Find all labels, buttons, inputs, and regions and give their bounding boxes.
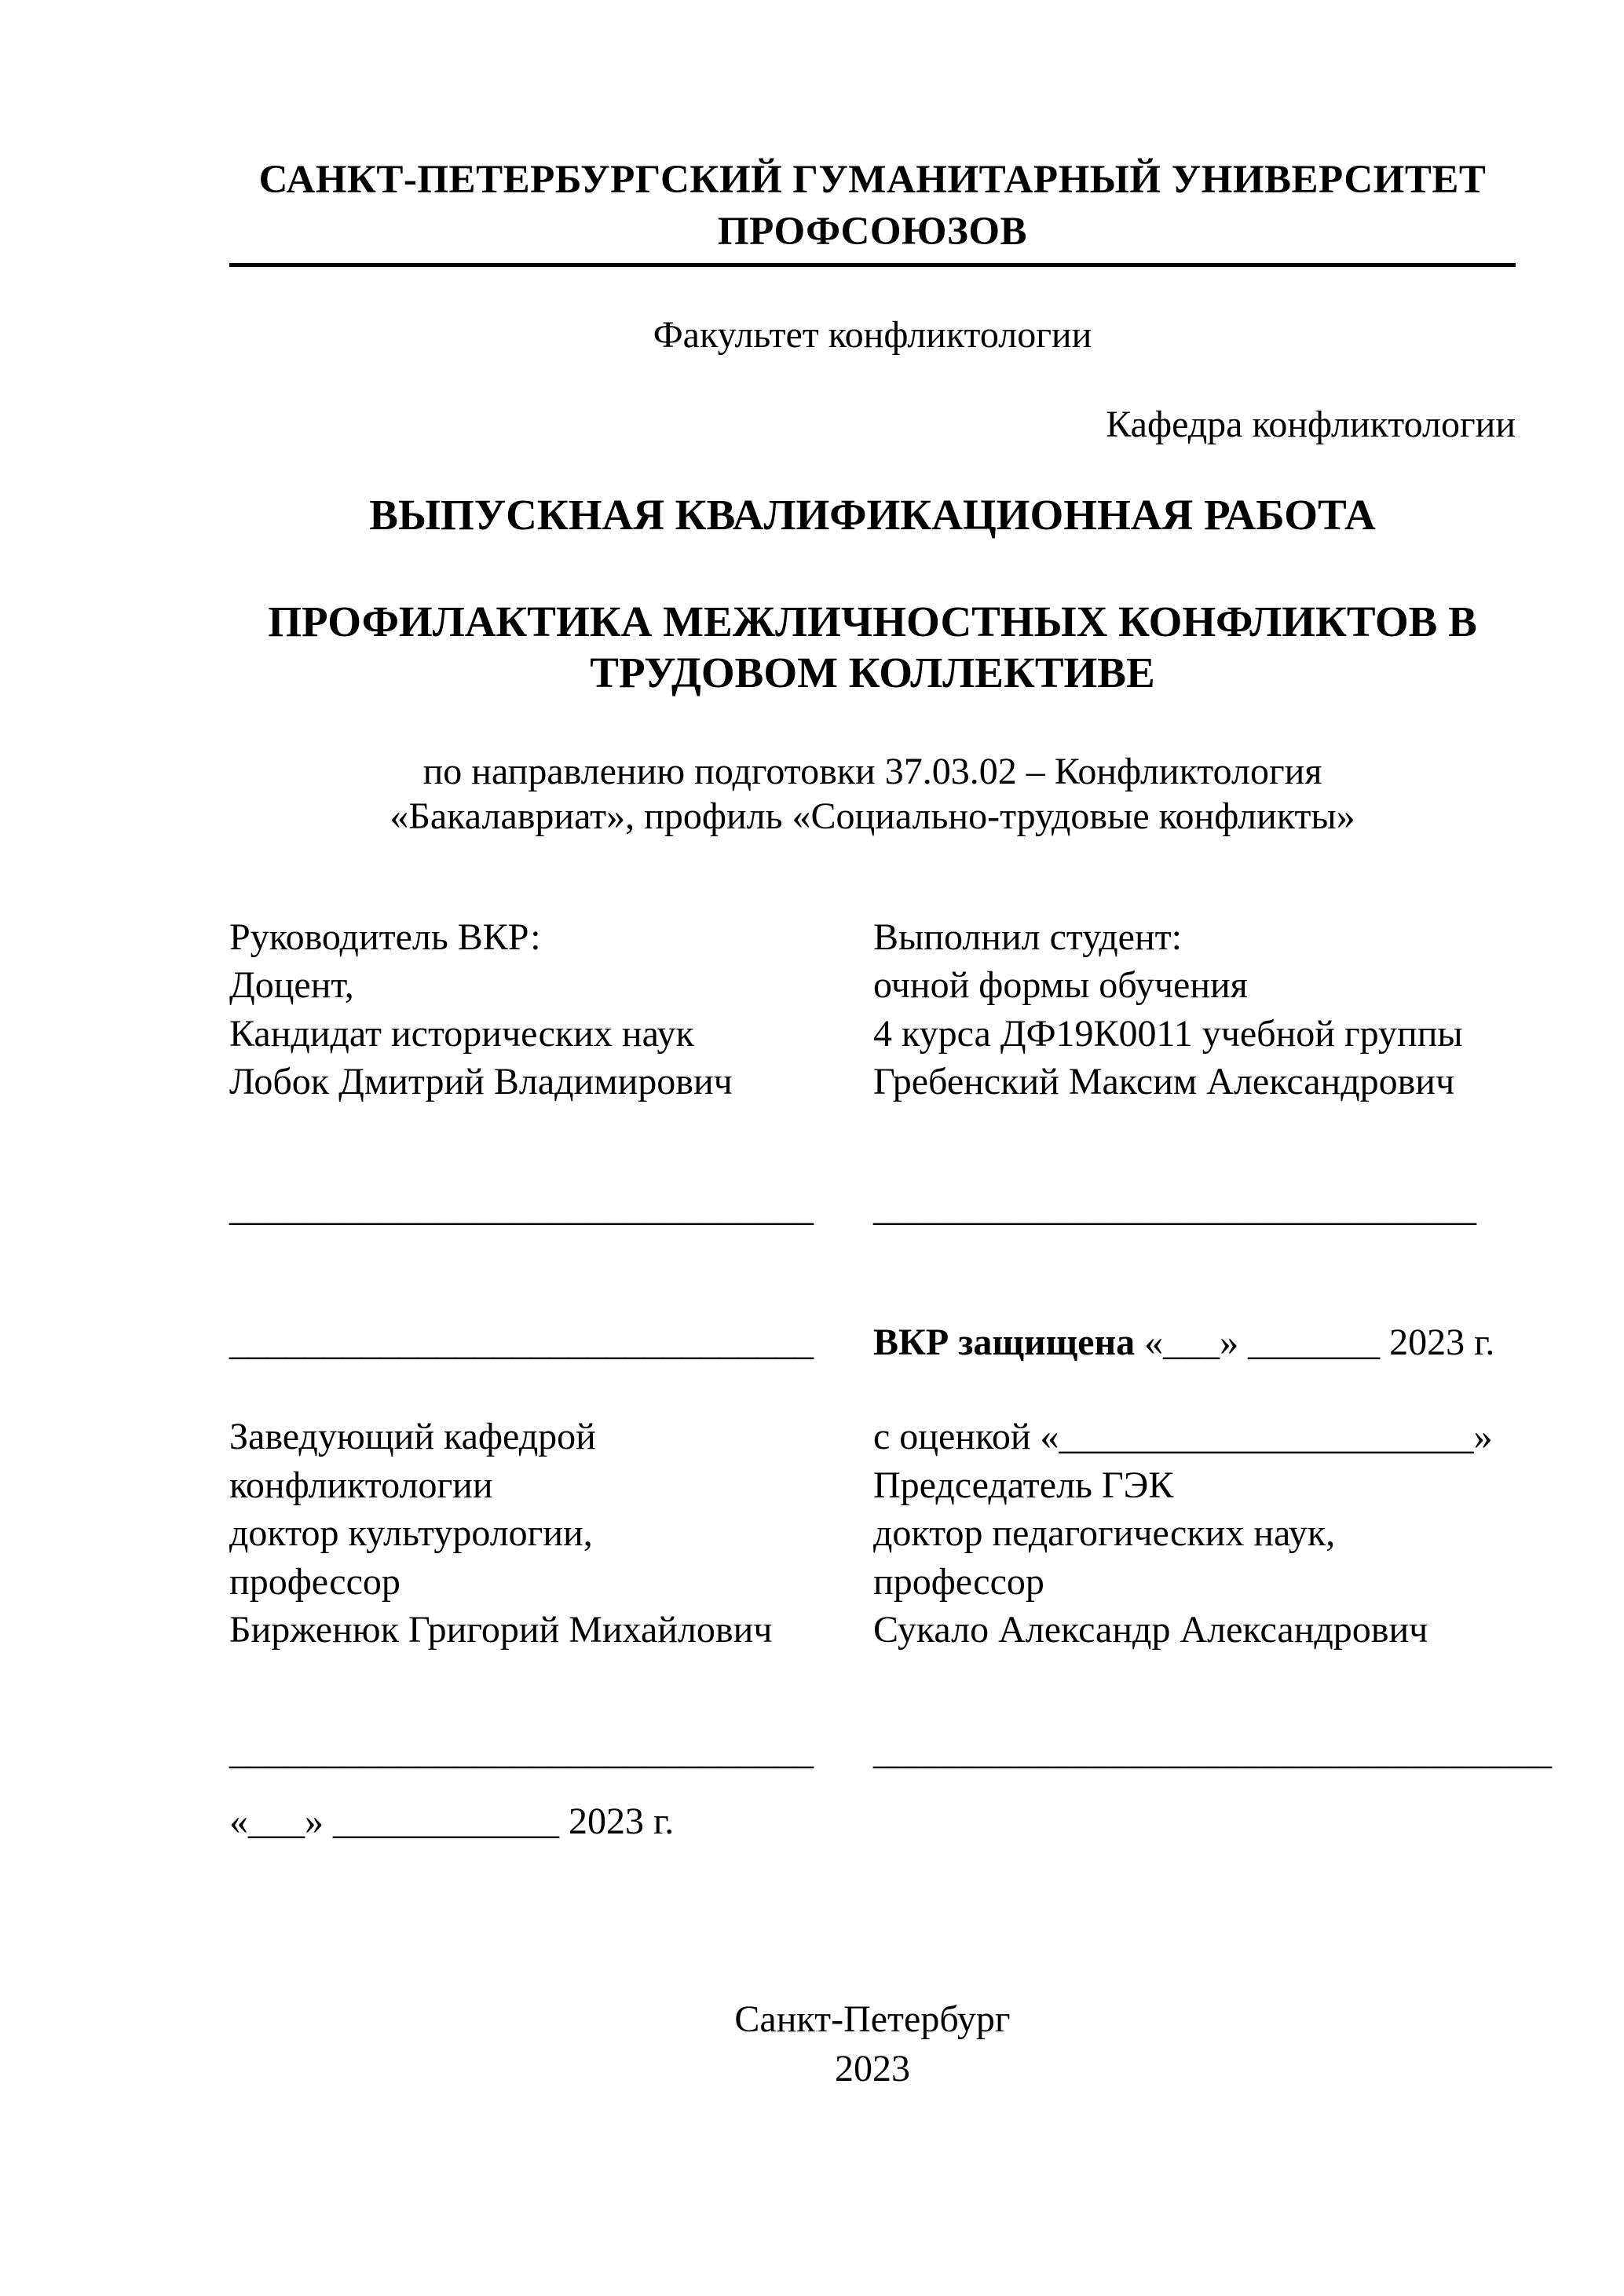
dept-head-title: профессор xyxy=(229,1560,401,1603)
dept-head-degree: доктор культурологии, xyxy=(229,1512,593,1555)
chair-role-label: Председатель ГЭК xyxy=(873,1464,1174,1506)
dept-head-name: Бирженюк Григорий Михайлович xyxy=(229,1608,773,1651)
chair-title: профессор xyxy=(873,1560,1044,1603)
department-line: Кафедра конфликтологии xyxy=(1106,403,1516,445)
dept-head-date-line: «___» ____________ 2023 г. xyxy=(229,1800,675,1842)
program-profile-line: «Бакалавриат», профиль «Социально-трудовые конфликты» xyxy=(390,795,1355,838)
signature-row-2 xyxy=(229,1318,1516,1367)
work-type-heading: ВЫПУСКНАЯ КВАЛИФИКАЦИОННАЯ РАБОТА xyxy=(369,491,1376,539)
university-name: САНКТ-ПЕТЕРБУРГСКИЙ ГУМАНИТАРНЫЙ УНИВЕРСИТЕТ ПРОФСОЮЗОВ xyxy=(229,154,1516,267)
supervisor-role-label: Руководитель ВКР: xyxy=(229,916,541,958)
chair-name: Сукало Александр Александрович xyxy=(873,1608,1428,1651)
signature-row-3 xyxy=(229,1727,1552,1776)
university-header xyxy=(229,154,1516,267)
dept-head-role-line1: Заведующий кафедрой xyxy=(229,1416,596,1458)
student-role-label: Выполнил студент: xyxy=(873,916,1182,958)
supervisor-student-block xyxy=(229,913,1516,1106)
supervisor-position: Доцент, xyxy=(229,964,354,1007)
dept-head-role-line2: конфликтологии xyxy=(229,1464,493,1506)
supervisor-block xyxy=(229,913,873,1106)
program-direction-line: по направлению подготовки 37.03.02 – Конфликтология xyxy=(422,751,1322,793)
thesis-title-line2: ТРУДОВОМ КОЛЛЕКТИВЕ xyxy=(590,648,1155,696)
student-name: Гребенский Максим Александрович xyxy=(873,1060,1455,1102)
faculty-line: Факультет конфликтологии xyxy=(653,313,1092,356)
dept-head-signature-line-2: _______________________________ xyxy=(229,1731,814,1773)
student-study-form: очной формы обучения xyxy=(873,964,1248,1007)
thesis-title-line1: ПРОФИЛАКТИКА МЕЖЛИЧНОСТНЫХ КОНФЛИКТОВ В xyxy=(268,597,1477,645)
student-block xyxy=(873,913,1516,1106)
student-group: 4 курса ДФ19К0011 учебной группы xyxy=(873,1012,1463,1055)
dept-head-block xyxy=(229,1413,873,1654)
grade-line: с оценкой «______________________» xyxy=(873,1416,1493,1458)
chair-signature-line: ____________________________________ xyxy=(873,1731,1552,1773)
defense-date-blanks: «___» _______ 2023 г. xyxy=(1135,1321,1495,1363)
dept-head-signature-line: _______________________________ xyxy=(229,1321,814,1363)
dept-head-chair-block xyxy=(229,1413,1516,1654)
city-line: Санкт-Петербург xyxy=(734,1998,1011,2041)
chair-block xyxy=(873,1413,1516,1654)
signature-row-1 xyxy=(229,1184,1516,1233)
thesis-title xyxy=(229,597,1516,699)
year-line: 2023 xyxy=(835,2047,910,2089)
defense-label: ВКР защищена xyxy=(873,1321,1136,1363)
supervisor-signature-line: _______________________________ xyxy=(229,1187,814,1230)
program-info xyxy=(229,750,1516,839)
footer xyxy=(229,1995,1516,2093)
supervisor-degree: Кандидат исторических наук xyxy=(229,1012,694,1055)
supervisor-name: Лобок Дмитрий Владимирович xyxy=(229,1060,733,1102)
chair-degree: доктор педагогических наук, xyxy=(873,1512,1336,1555)
defense-date-line xyxy=(873,1318,1516,1367)
student-signature-line: ________________________________ xyxy=(873,1187,1476,1230)
